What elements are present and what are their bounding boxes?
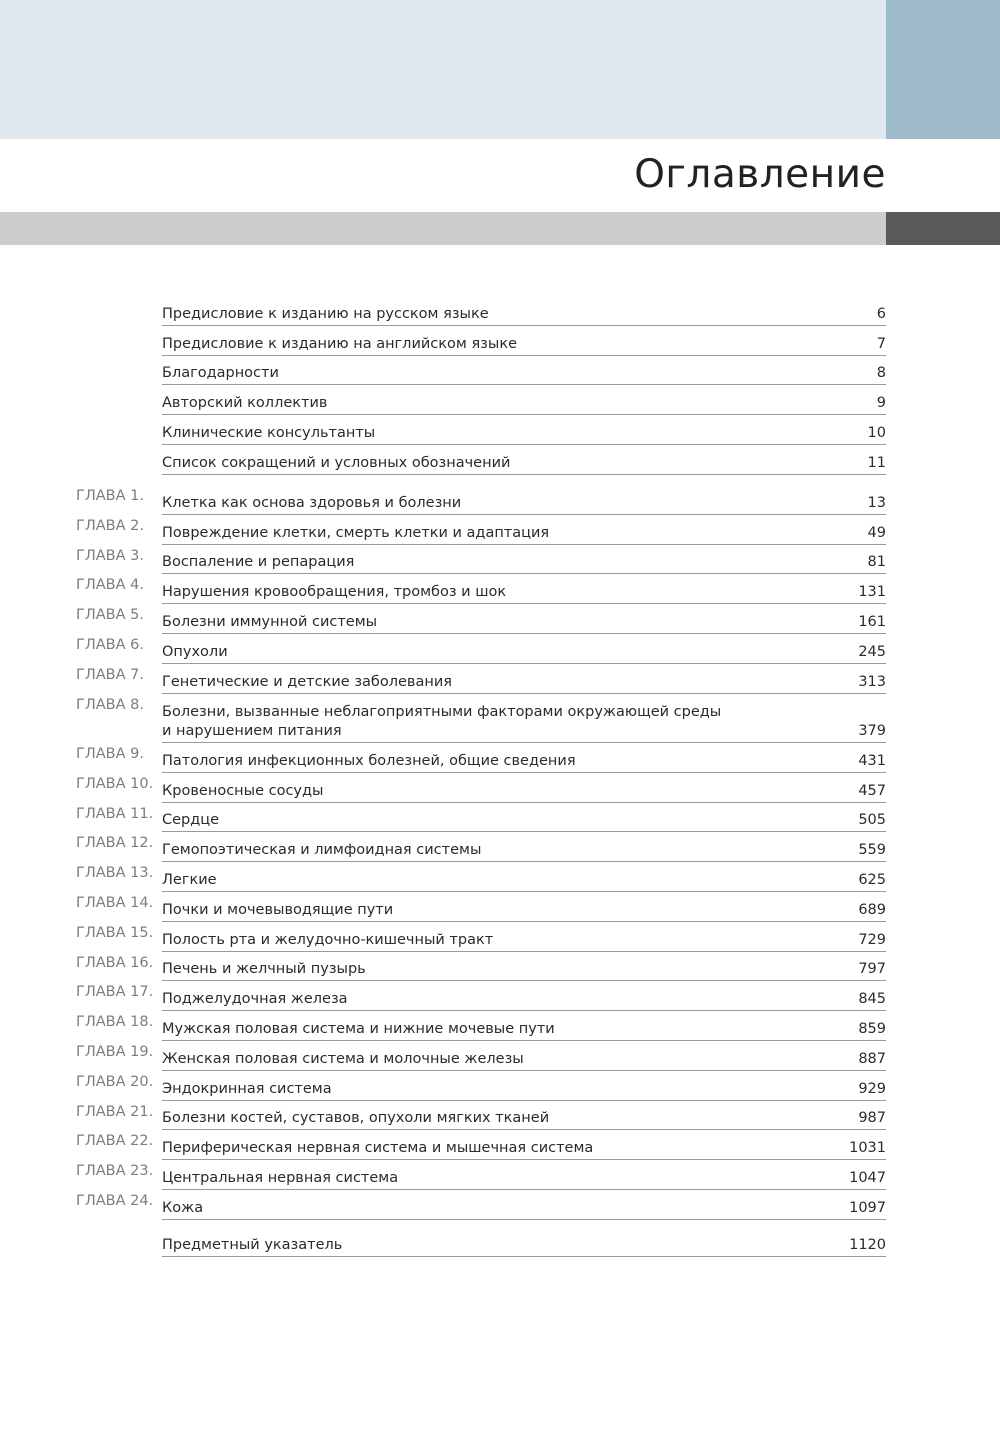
chapter-page: 559 xyxy=(858,842,886,859)
toc-entry[interactable] xyxy=(0,358,1000,388)
chapter-title: Повреждение клетки, смерть клетки и адаптация xyxy=(162,524,550,541)
toc-entry-page: 11 xyxy=(867,454,886,471)
chapter-label: ГЛАВА 2. xyxy=(76,517,144,534)
chapter-entry[interactable] xyxy=(0,666,1000,696)
chapter-title: Патология инфекционных болезней, общие сведения xyxy=(162,752,576,769)
toc-entry-page: 7 xyxy=(876,335,886,352)
chapter-page: 431 xyxy=(858,752,886,769)
chapter-title: Болезни иммунной системы xyxy=(162,613,378,630)
chapter-entry[interactable] xyxy=(0,1043,1000,1073)
chapter-entry[interactable] xyxy=(0,834,1000,864)
chapter-label: ГЛАВА 5. xyxy=(76,607,144,624)
toc-entry-page: 1120 xyxy=(849,1236,886,1253)
chapter-page: 845 xyxy=(858,991,886,1008)
toc-entry[interactable] xyxy=(0,328,1000,358)
chapter-title: Кровеносные сосуды xyxy=(162,782,324,799)
chapter-label: ГЛАВА 22. xyxy=(76,1133,154,1150)
chapter-page: 457 xyxy=(858,782,886,799)
chapter-label: ГЛАВА 18. xyxy=(76,1014,154,1031)
chapter-entry[interactable] xyxy=(0,894,1000,924)
page-title: Оглавление xyxy=(634,152,886,197)
title-underline-corner xyxy=(886,212,1000,245)
chapter-title: Болезни костей, суставов, опухоли мягких тканей xyxy=(162,1110,550,1127)
chapter-page: 131 xyxy=(858,584,886,601)
chapter-label: ГЛАВА 8. xyxy=(76,696,144,713)
toc-entry[interactable] xyxy=(0,447,1000,477)
chapter-entry[interactable] xyxy=(0,864,1000,894)
chapter-entry[interactable] xyxy=(0,775,1000,805)
chapter-entry[interactable] xyxy=(0,1073,1000,1103)
chapter-title-line: Болезни, вызванные неблагоприятными факторами окружающей среды xyxy=(162,704,722,721)
toc-entry-page: 6 xyxy=(876,305,886,322)
chapter-title: Опухоли xyxy=(162,643,228,660)
chapter-title xyxy=(162,703,721,741)
chapter-entry[interactable] xyxy=(0,983,1000,1013)
toc-entry-page: 8 xyxy=(876,365,886,382)
chapter-title: Легкие xyxy=(162,872,217,889)
chapter-label: ГЛАВА 3. xyxy=(76,547,144,564)
chapter-page: 887 xyxy=(858,1050,886,1067)
chapter-entry[interactable] xyxy=(0,1013,1000,1043)
chapter-title-line: и нарушением питания xyxy=(162,723,342,740)
chapter-label: ГЛАВА 4. xyxy=(76,577,144,594)
chapter-title: Кожа xyxy=(162,1199,204,1216)
chapter-entry[interactable] xyxy=(0,745,1000,775)
chapter-label: ГЛАВА 16. xyxy=(76,954,154,971)
chapter-entry[interactable] xyxy=(0,805,1000,835)
chapter-title: Воспаление и репарация xyxy=(162,554,355,571)
chapter-label: ГЛАВА 7. xyxy=(76,666,144,683)
chapter-title: Почки и мочевыводящие пути xyxy=(162,901,394,918)
chapter-entry[interactable] xyxy=(0,487,1000,517)
toc-entry-page: 9 xyxy=(876,395,886,412)
chapter-page: 1031 xyxy=(849,1140,886,1157)
chapter-page: 797 xyxy=(858,961,886,978)
chapter-label: ГЛАВА 13. xyxy=(76,865,154,882)
chapter-entry[interactable] xyxy=(0,954,1000,984)
toc-entry-title: Авторский коллектив xyxy=(162,395,328,412)
chapter-page: 625 xyxy=(858,872,886,889)
chapter-entry[interactable] xyxy=(0,1192,1000,1222)
chapter-label: ГЛАВА 6. xyxy=(76,636,144,653)
chapter-entry[interactable] xyxy=(0,1132,1000,1162)
chapter-entry[interactable] xyxy=(0,576,1000,606)
chapter-entry[interactable] xyxy=(0,924,1000,954)
toc-entry-title: Список сокращений и условных обозначений xyxy=(162,454,511,471)
chapter-entry[interactable] xyxy=(0,606,1000,636)
chapter-label: ГЛАВА 20. xyxy=(76,1073,154,1090)
chapter-label: ГЛАВА 19. xyxy=(76,1044,154,1061)
chapter-label: ГЛАВА 21. xyxy=(76,1103,154,1120)
chapter-page: 729 xyxy=(858,931,886,948)
toc-entry[interactable] xyxy=(0,417,1000,447)
chapter-page: 13 xyxy=(867,494,886,511)
chapter-title: Поджелудочная железа xyxy=(162,991,348,1008)
header-corner-block xyxy=(886,0,1000,139)
title-underline-bar xyxy=(0,212,886,245)
chapter-page: 929 xyxy=(858,1080,886,1097)
chapter-page: 379 xyxy=(858,723,886,740)
chapter-entry[interactable] xyxy=(0,1103,1000,1133)
chapter-title: Центральная нервная система xyxy=(162,1170,399,1187)
chapter-page: 1047 xyxy=(849,1170,886,1187)
chapter-title: Генетические и детские заболевания xyxy=(162,673,452,690)
toc-entry-title: Предисловие к изданию на английском языке xyxy=(162,335,518,352)
chapter-label: ГЛАВА 17. xyxy=(76,984,154,1001)
toc-entry[interactable] xyxy=(0,298,1000,328)
chapter-page: 859 xyxy=(858,1021,886,1038)
chapter-page: 689 xyxy=(858,901,886,918)
chapter-list xyxy=(0,487,1000,1222)
chapter-title: Периферическая нервная система и мышечная система xyxy=(162,1140,594,1157)
chapter-label: ГЛАВА 24. xyxy=(76,1193,154,1210)
chapter-page: 987 xyxy=(858,1110,886,1127)
header-band xyxy=(0,0,886,139)
chapter-entry[interactable] xyxy=(0,696,1000,746)
chapter-label: ГЛАВА 11. xyxy=(76,805,154,822)
chapter-title: Нарушения кровообращения, тромбоз и шок xyxy=(162,584,507,601)
chapter-title: Эндокринная система xyxy=(162,1080,332,1097)
chapter-page: 505 xyxy=(858,812,886,829)
chapter-entry[interactable] xyxy=(0,547,1000,577)
toc-entry[interactable] xyxy=(0,1229,1000,1259)
chapter-label: ГЛАВА 1. xyxy=(76,488,144,504)
chapter-label: ГЛАВА 12. xyxy=(76,835,154,852)
chapter-title: Женская половая система и молочные железы xyxy=(162,1050,524,1067)
toc-entry-title: Клинические консультанты xyxy=(162,424,376,441)
chapter-label: ГЛАВА 23. xyxy=(76,1163,154,1180)
chapter-page: 161 xyxy=(858,613,886,630)
chapter-page: 49 xyxy=(867,524,886,541)
chapter-page: 245 xyxy=(858,643,886,660)
toc-entry-title: Предисловие к изданию на русском языке xyxy=(162,305,489,322)
toc-entry-page: 10 xyxy=(867,424,886,441)
front-matter-list xyxy=(0,298,1000,477)
chapter-title: Полость рта и желудочно-кишечный тракт xyxy=(162,931,494,948)
chapter-page: 81 xyxy=(867,554,886,571)
chapter-label: ГЛАВА 10. xyxy=(76,775,154,792)
chapter-title: Печень и желчный пузырь xyxy=(162,961,366,978)
chapter-title: Гемопоэтическая и лимфоидная системы xyxy=(162,842,482,859)
toc-entry-title: Предметный указатель xyxy=(162,1236,343,1253)
chapter-page: 313 xyxy=(858,673,886,690)
chapter-label: ГЛАВА 15. xyxy=(76,924,154,941)
chapter-title: Сердце xyxy=(162,812,220,829)
back-matter-list xyxy=(0,1229,1000,1259)
chapter-label: ГЛАВА 9. xyxy=(76,746,144,763)
chapter-entry[interactable] xyxy=(0,636,1000,666)
chapter-label: ГЛАВА 14. xyxy=(76,895,154,912)
chapter-title: Клетка как основа здоровья и болезни xyxy=(162,494,462,511)
chapter-page: 1097 xyxy=(849,1199,886,1216)
toc-entry-title: Благодарности xyxy=(162,365,279,382)
chapter-entry[interactable] xyxy=(0,1162,1000,1192)
chapter-entry[interactable] xyxy=(0,517,1000,547)
toc-entry[interactable] xyxy=(0,387,1000,417)
chapter-title: Мужская половая система и нижние мочевые пути xyxy=(162,1021,555,1038)
